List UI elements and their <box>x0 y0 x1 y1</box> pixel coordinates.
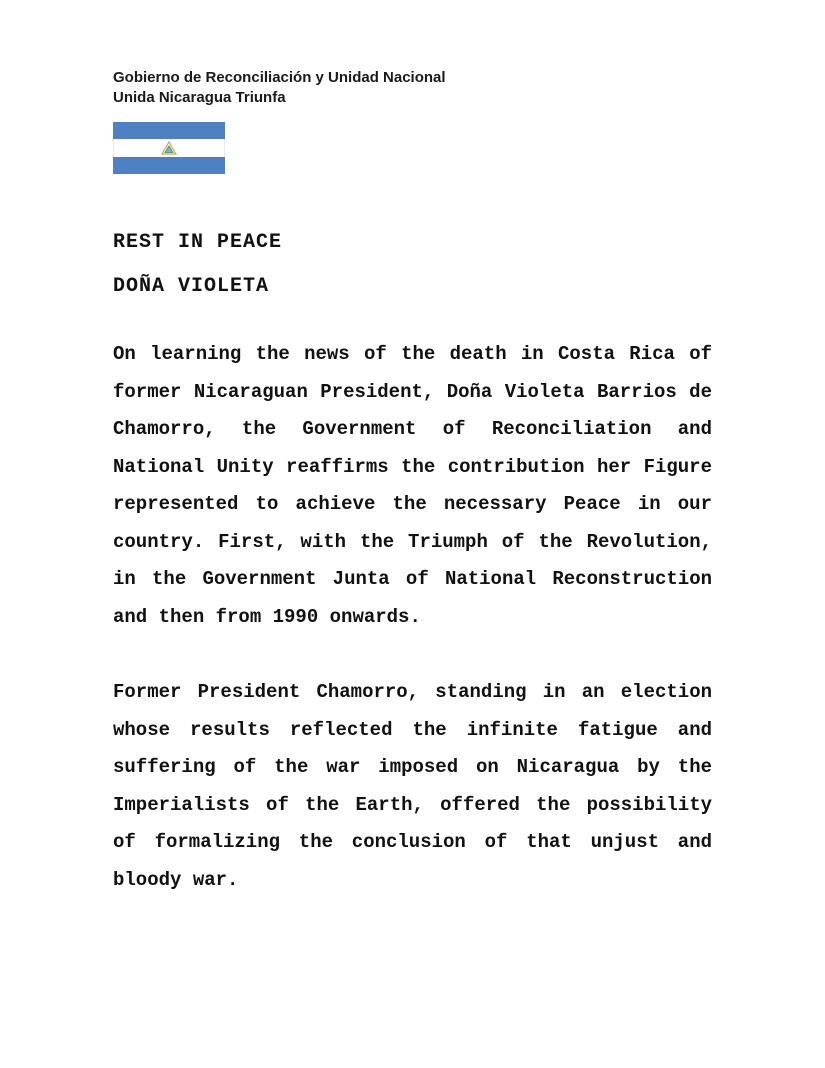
body-paragraph-2: Former President Chamorro, standing in an election whose results reflected the infinite fatigue and suffering of the war imposed on Nicaragua by the Imperialists of the Earth, offered the possibility of formalizing the conclusion of that unjust and bloody war. <box>113 681 712 891</box>
title-line-dona-violeta: DOÑA VIOLETA <box>113 275 270 298</box>
flag-stripe-top <box>113 122 225 139</box>
flag-emblem-icon <box>161 141 177 155</box>
header-line-government: Gobierno de Reconciliación y Unidad Nacional <box>113 69 446 86</box>
document-title <box>113 230 712 300</box>
document-header <box>113 68 712 108</box>
flag-stripe-bottom <box>113 157 225 174</box>
title-line-rest-in-peace: REST IN PEACE <box>113 231 283 254</box>
flag-stripe-middle <box>113 139 225 156</box>
document-body <box>113 336 712 899</box>
nicaragua-flag-icon <box>113 122 225 174</box>
header-line-motto: Unida Nicaragua Triunfa <box>113 89 286 106</box>
body-paragraph-1: On learning the news of the death in Costa Rica of former Nicaraguan President, Doña Violeta Barrios de Chamorro, the Government of Reconciliation and National Unity reaffirms the contribution her Figure represented to achieve the necessary Peace in our country. First, with the Triumph of the Revolution, in the Government Junta of National Reconstruction and then from 1990 onwards. <box>113 343 712 628</box>
